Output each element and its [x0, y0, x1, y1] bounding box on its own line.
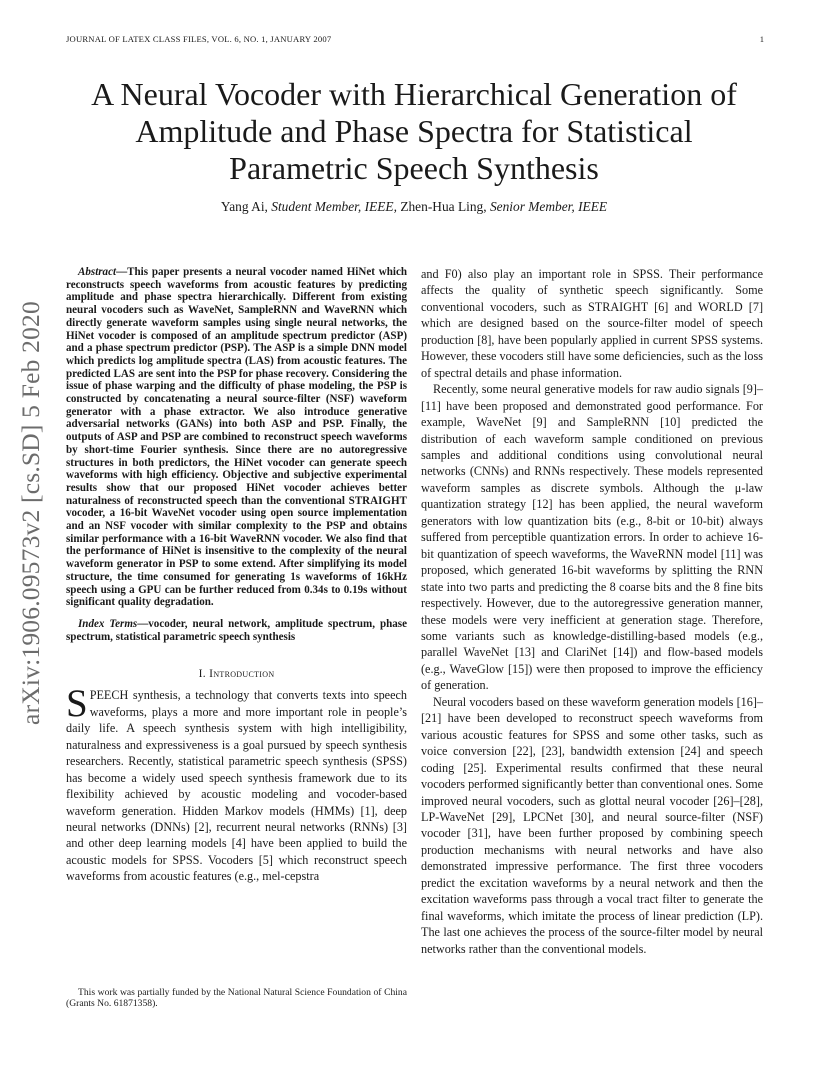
arxiv-identifier: arXiv:1906.09573v2 [cs.SD] 5 Feb 2020: [16, 301, 45, 725]
index-terms-text: —vocoder, neural network, amplitude spectrum, phase spectrum, statistical parametric speech synthesis: [66, 617, 408, 643]
running-header: JOURNAL OF LATEX CLASS FILES, VOL. 6, NO. 1, JANUARY 2007: [66, 34, 332, 44]
intro-paragraph-3: Neural vocoders based on these waveform generation models [16]–[21] have been developed to reconstruct speech waveforms from various acoustic features for SPSS and some other tasks, such as voice conversion [22], [23], bandwidth extension [24] and speech coding [25]. Experimental results confirmed that these neural vocoders performed significantly better than conventional ones. Some improved neural vocoders, such as glottal neural vocoder [26]–[28], LP-WaveNet [29], LPCNet [30], and neural source-filter (NSF) vocoder [31], have been further proposed by combining speech production mechanisms with neural networks and have also demonstrated impressive performance. The first three vocoders predict the excitation waveforms by a neural network and then the excitation waveforms pass through a vocal tract filter to generate the final waveforms, which imitate the process of linear prediction (LP). The last one achieves the process of the source-filter model by neural networks rather than the conventional models.: [421, 694, 763, 956]
index-terms: [66, 618, 407, 643]
intro-paragraph-1-continued: and F0) also play an important role in SPSS. Their performance affects the quality of synthetic speech significantly. Some conventional vocoders, such as STRAIGHT [6] and WORLD [7] which are designed based on the source-filter model of speech production [8], have been popularly applied in current SPSS systems. However, these vocoders still have some deficiencies, such as the loss of spectral details and phase information.: [421, 267, 763, 380]
right-column: [421, 266, 763, 957]
abstract-label: Abstract: [78, 266, 117, 278]
intro-paragraph-1: [66, 682, 407, 884]
author-2-name: Zhen-Hua Ling,: [400, 199, 487, 214]
section-number: I.: [198, 667, 206, 681]
author-1-name: Yang Ai,: [220, 199, 268, 214]
abstract-text: —This paper presents a neural vocoder named HiNet which reconstructs speech waveforms from acoustic features by predicting amplitude and phase spectra hierarchically. Different from existing neural vocoders such as WaveNet, SampleRNN and WaveRNN which directly generate waveform samples using single neural networks, the HiNet vocoder is composed of an amplitude spectrum predictor (ASP) and a phase spectrum predictor (PSP). The ASP is a simple DNN model which predicts log amplitude spectra (LAS) from acoustic features. The predicted LAS are sent into the PSP for phase recovery. Considering the issue of phase warping and the difficulty of phase modeling, the PSP is constructed by concatenating a neural source-filter (NSF) waveform generator with a phase extractor. We also introduce generative adversarial networks (GANs) into both ASP and PSP. Finally, the outputs of ASP and PSP are combined to reconstruct speech waveforms by short-time Fourier synthesis. Since there are no autoregressive structures in both predictors, the HiNet vocoder can generate speech waveforms with high efficiency. Objective and subjective experimental results show that our proposed HiNet vocoder achieves better naturalness of reconstructed speech than the conventional STRAIGHT vocoder, a 16-bit WaveNet vocoder using open source implementation and an NSF vocoder with similar complexity to the PSP and obtains similar performance with a 16-bit WaveRNN vocoder. We also find that the performance of HiNet is insensitive to the complexity of the neural waveform generator in PSP to some extend. After simplifying its model structure, the time consumed for generating 1s waveforms of 16kHz speech using a GPU can be further reduced from 0.34s to 0.19s without significant quality degradation.: [66, 266, 407, 609]
intro-paragraph-2: Recently, some neural generative models for raw audio signals [9]–[11] have been proposed and demonstrated good performance. For example, WaveNet [9] and SampleRNN [10] predicted the distribution of each waveform sample conditioned on previous samples and additional conditions using convolutional neural networks (CNNs) and RNNs respectively. These models represented waveform samples as discrete symbols. Although the μ-law quantization strategy [12] has been applied, the neural waveform generators with low quantization bits (e.g., 8-bit or 10-bit) always suffered from perceptible quantization errors. In order to achieve 16-bit quantization of speech waveforms, the WaveRNN model [11] was proposed, which generated 16-bit waveforms by splitting the RNN state into two parts and predicting the 8 coarse bits and the 8 fine bits respectively. However, due to the autoregressive generation manner, these models were very inefficient at generation stage. Therefore, some variants such as knowledge-distilling-based models (e.g., parallel WaveNet [13] and ClariNet [14]) and flow-based models (e.g., WaveGlow [15]) were then proposed to improve the efficiency of generation.: [421, 382, 763, 693]
drop-cap: S: [66, 682, 88, 726]
intro-lead-word: PEECH: [89, 688, 129, 703]
author-1-role: Student Member, IEEE,: [271, 199, 397, 214]
intro-paragraph-1-text: synthesis, a technology that converts texts into speech waveforms, plays a more and more important role in people’s daily life. A speech synthesis system with high intelligibility, naturalness and expressiveness is a goal pursued by speech synthesis researchers. Recently, statistical parametric speech synthesis (SPSS) has become a widely used speech synthesis framework due to its flexibility achieved by acoustic modeling and vocoder-based waveform generation. Hidden Markov models (HMMs) [1], deep neural networks (DNNs) [2], recurrent neural networks (RNNs) [3] and other deep learning models [4] have been applied to build the acoustic models for SPSS. Vocoders [5] which reconstruct speech waveforms from acoustic features (e.g., mel-cepstra: [66, 688, 407, 884]
page-number: 1: [759, 34, 764, 44]
paper-title: A Neural Vocoder with Hierarchical Generation of Amplitude and Phase Spectra for Statistical Parametric Speech Synthesis: [91, 76, 737, 186]
section-heading-introduction: [66, 667, 407, 680]
author-2-role: Senior Member, IEEE: [489, 199, 608, 214]
left-column: [66, 266, 407, 885]
section-title: Introduction: [209, 667, 275, 681]
arxiv-side-stamp: [6, 296, 56, 730]
author-line: [70, 199, 758, 215]
funding-footnote: This work was partially funded by the National Natural Science Foundation of China (Grants No. 61871358).: [66, 987, 407, 1010]
abstract: [66, 266, 407, 609]
index-terms-label: Index Terms: [78, 617, 138, 630]
